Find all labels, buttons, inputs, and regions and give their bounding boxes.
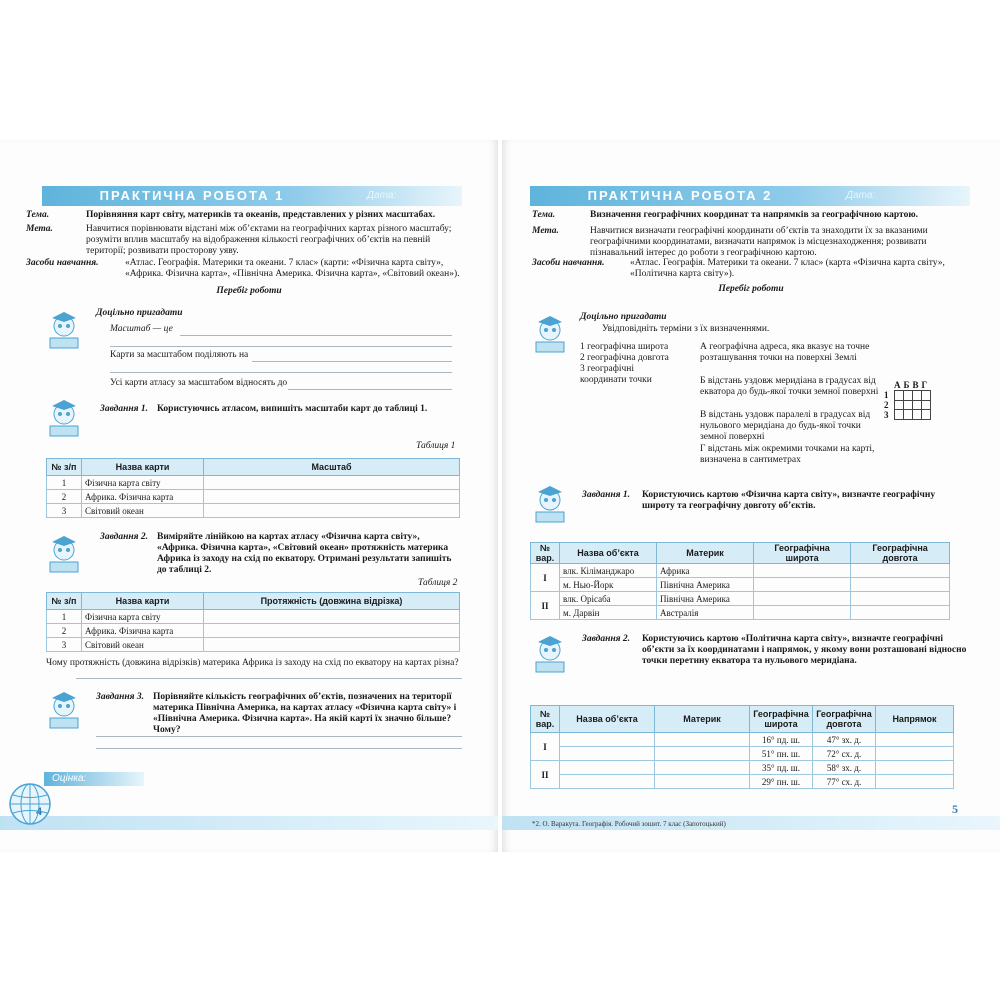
task2-text: Користуючись картою «Політична карта світу», визначте географічні об’єкти за їх координатами і напрямок, у якому вони розташовані відносно точки перетину екватора та нульового меридіана. <box>642 634 967 666</box>
q-atlas-maps: Усі карти атласу за масштабом відносять до <box>110 378 288 388</box>
student-owl-icon <box>46 308 82 352</box>
answer-line[interactable] <box>110 346 452 347</box>
right-page <box>502 140 1000 852</box>
table-1 <box>46 458 460 518</box>
work-title: ПРАКТИЧНА РОБОТА 1 <box>99 188 285 203</box>
table-2 <box>46 592 460 652</box>
table-row: 51° пн. ш. 72° сх. д. <box>531 747 954 761</box>
table-header: № вар. <box>531 706 560 733</box>
table-row: 2 Африка. Фізична карта <box>47 624 460 638</box>
definition-item: Б відстань уздовж меридіана в градусах від екватора до будь-якої точки земної поверхні <box>700 376 879 397</box>
meta-text: Навчитися визначати географічні координати об’єктів та знаходити їх за вказаними географічними координатами, визначати напрямок із місцезнаходження; розвивати пізнавальний інтерес до роботи з географічною картою. <box>590 226 928 258</box>
table-header: Назва об’єкта <box>560 706 655 733</box>
table-row: 3 Світовий океан <box>47 504 460 518</box>
table-header: Материк <box>657 543 754 564</box>
hid-heading: Перебіг роботи <box>718 284 784 294</box>
meta-text: Навчитися порівнювати відстані між об’єктами на географічних картах різного масштабу; розуміти вплив масштабу на відображення кількості географічних об’єктів на певній території; розвивати просторову уяву. <box>86 224 452 256</box>
answer-line[interactable] <box>76 678 462 679</box>
date-label: Дата: <box>367 190 397 201</box>
work-title: ПРАКТИЧНА РОБОТА 2 <box>587 188 773 203</box>
table-header: Назва карти <box>82 593 204 610</box>
zasoby-label: Засоби навчання. <box>532 258 605 268</box>
student-owl-icon <box>532 482 568 526</box>
definition-item: А географічна адреса, яка вказує на точне розташування точки на поверхні Землі <box>700 342 870 363</box>
q-maps-types: Карти за масштабом поділяють на <box>110 350 249 360</box>
table-row: 2 Африка. Фізична карта <box>47 490 460 504</box>
table-header: Географічна довгота <box>851 543 950 564</box>
table-row: 29° пн. ш. 77° сх. д. <box>531 775 954 789</box>
answer-grid: АБВГ 1 2 3 <box>884 380 931 420</box>
globe-icon <box>8 782 52 826</box>
table-header: Материк <box>655 706 750 733</box>
answer-line[interactable] <box>110 372 452 373</box>
grade-label: Оцінка: <box>52 773 87 784</box>
banner-left <box>42 186 462 206</box>
grade-band <box>44 772 144 786</box>
task3-label: Завдання 3. <box>96 692 145 702</box>
table-row: II 35° пд. ш. 58° зх. д. <box>531 761 954 775</box>
student-owl-icon <box>46 532 82 576</box>
task2-text: Виміряйте лінійкою на картах атласу «Фізична карта світу», «Африка. Фізична карта», «Світовий океан» протяжність материка Африка із заходу на схід по екватору. Отримані результати запишіть до таблиці 2. <box>157 532 452 575</box>
task1-text: Користуючись атласом, випишіть масштаби карт до таблиці 1. <box>157 404 428 414</box>
table-header: Масштаб <box>204 459 460 476</box>
task1-text: Користуючись картою «Фізична карта світу», визначте географічну широту та географічну довготу об’єктів. <box>642 490 936 511</box>
term-item: 2 географічна довгота <box>580 353 669 363</box>
term-item: 1 географічна широта <box>580 342 669 352</box>
table-row: м. Нью-Йорк Північна Америка <box>531 578 950 592</box>
coords-table-1 <box>530 542 950 620</box>
table-header: № з/п <box>47 593 82 610</box>
table-header: Назва карти <box>82 459 204 476</box>
table-header: Географічна довгота <box>813 706 876 733</box>
recall-heading: Доцільно пригадати <box>580 312 667 322</box>
tema-text: Порівняння карт світу, материків та океанів, представлених у різних масштабах. <box>86 210 436 220</box>
tema-label: Тема. <box>26 210 50 220</box>
task2-label: Завдання 2. <box>100 532 149 542</box>
student-owl-icon <box>532 632 568 676</box>
answer-line[interactable] <box>96 736 462 737</box>
table-header: Протяжність (довжина відрізка) <box>204 593 460 610</box>
footnote: *2. О. Варакута. Географія. Робочий зошит. 7 клас (Запотоцький) <box>532 820 726 828</box>
page-number: 5 <box>952 802 958 816</box>
table-header: Географічна широта <box>754 543 851 564</box>
table-row: II влк. Орісаба Північна Америка <box>531 592 950 606</box>
hid-heading: Перебіг роботи <box>216 286 282 296</box>
table-row: 1 Фізична карта світу <box>47 610 460 624</box>
student-owl-icon <box>532 312 568 356</box>
task1-label: Завдання 1. <box>100 404 149 414</box>
answer-line[interactable] <box>252 361 452 362</box>
tema-label: Тема. <box>532 210 556 220</box>
task3-text: Порівняйте кількість географічних об’єктів, позначених на території материка Північна Америка, на картах атласу «Фізична карта світу» і «Північна Америка. Фізична карта». На якій карті їх значно більше? Чому? <box>153 692 457 735</box>
table-row: I 16° пд. ш. 47° зх. д. <box>531 733 954 747</box>
student-owl-icon <box>46 688 82 732</box>
banner-right <box>530 186 970 206</box>
meta-label: Мета. <box>532 226 559 236</box>
table-row: 1 Фізична карта світу <box>47 476 460 490</box>
table2-caption: Таблиця 2 <box>418 578 458 588</box>
table-row: м. Дарвін Австралія <box>531 606 950 620</box>
recall-heading: Доцільно пригадати <box>96 308 183 318</box>
task1-label: Завдання 1. <box>582 490 631 500</box>
zasoby-text: «Атлас. Географія. Материки та океани. 7 клас» (карта «Фізична карта світу», «Політична карта світу»). <box>630 258 945 279</box>
zasoby-text: «Атлас. Географія. Материки та океани. 7 клас» (карти: «Фізична карта світу», «Африка. Фізична карта», «Північна Америка. Фізична карта», «Світовий океан»). <box>125 258 460 279</box>
coords-table-2 <box>530 705 954 789</box>
table-header: № вар. <box>531 543 560 564</box>
q-scale: Масштаб — це <box>110 324 173 334</box>
zasoby-label: Засоби навчання. <box>26 258 99 268</box>
table-header: Напрямок <box>876 706 954 733</box>
table-row: I влк. Кіліманджаро Африка <box>531 564 950 578</box>
definition-item: Г відстань між окремими точками на карті, визначена в сантиметрах <box>700 444 875 465</box>
task2-label: Завдання 2. <box>582 634 631 644</box>
term-item: 3 географічні координати точки <box>580 364 652 385</box>
left-page <box>0 140 498 852</box>
table-header: Географічна широта <box>750 706 813 733</box>
match-intro: Увідповідніть терміни з їх визначеннями. <box>602 324 770 334</box>
question-text: Чому протяжність (довжина відрізків) материка Африка із заходу на схід по екватору на картах різна? <box>46 658 459 668</box>
footer-band <box>0 816 498 830</box>
tema-text: Визначення географічних координат та напрямків за географічною картою. <box>590 210 918 220</box>
definition-item: В відстань уздовж паралелі в градусах від нульового меридіана до будь-якої точки земної поверхні <box>700 410 871 442</box>
date-label: Дата: <box>846 190 876 201</box>
answer-line[interactable] <box>96 748 462 749</box>
student-owl-icon <box>46 396 82 440</box>
table-header: Назва об’єкта <box>560 543 657 564</box>
answer-line[interactable] <box>288 389 452 390</box>
table-header: № з/п <box>47 459 82 476</box>
answer-line[interactable] <box>180 335 452 336</box>
meta-label: Мета. <box>26 224 53 234</box>
table-row: 3 Світовий океан <box>47 638 460 652</box>
page-number: 4 <box>36 804 42 818</box>
table1-caption: Таблиця 1 <box>416 441 456 451</box>
